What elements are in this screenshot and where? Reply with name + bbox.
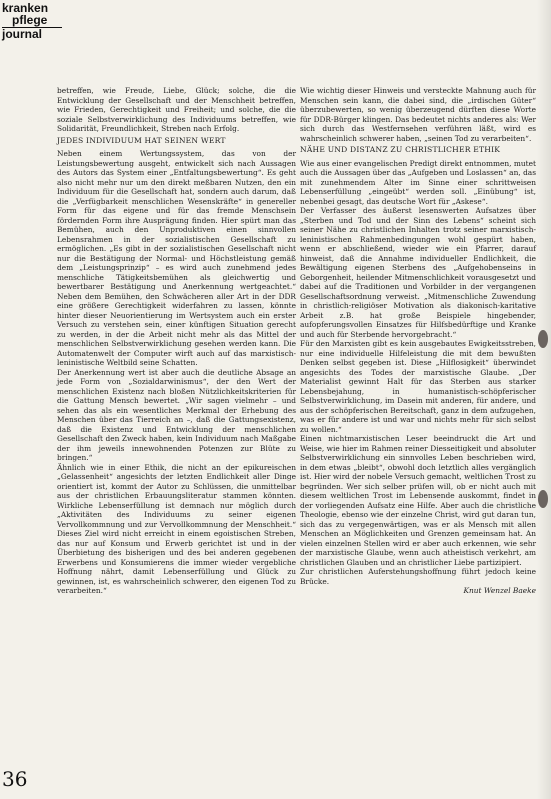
left-column — [57, 86, 296, 596]
left-paragraph-4: Ähnlich wie in einer Ethik, die nicht an der epikureischen „Gelassenheit“ angesichts der letzten Endlichkeit aller Dinge orientiert ist, kommt der Autor zu Schlüssen, die unmittelbar aus der christlichen Erbauungsliteratur stammen könnten. Wirkliche Lebenserfüllung ist demnach nur möglich durch „Aktivitäten des Individuums zu seiner eigenen Vervollkommnung und zur Vervollkommnung der Menschheit.“ Dieses Ziel wird nicht erreicht in einem egoistischen Streben, das nur auf Konsum und Erwerb gerichtet ist und in der Überbietung des bisherigen und des bei anderen gegebenen Erwerbens und Konsumierens die immer wieder vergebliche Hoffnung nährt, damit Lebenserfüllung und Glück zu gewinnen, ist, es wahrscheinlich schwerer, den eigenen Tod zu verarbeiten.“ — [57, 462, 296, 595]
right-paragraph-5: Einen nichtmarxistischen Leser beeindruckt die Art und Weise, wie hier im Rahmen reiner Diesseitigkeit und absoluter Selbstverwirklichung ein sinnvolles Leben beschrieben wird, in dem etwas „bleibt“, obwohl doch letztlich alles vergänglich ist. Hier wird der nobele Versuch gemacht, weltlichen Trost zu begründen. Wer sich selber prüfen will, ob er nicht auch mit diesem weltlichen Trost im Lebensende auskommt, findet in der vorliegenden Aufsatz eine Hilfe. Aber auch die christliche Theologie, ebenso wie der einzelne Christ, wird gut daran tun, sich das zu vergegenwärtigen, was er als Mensch mit allen Menschen an Möglichkeiten und Grenzen gemeinsam hat. An vielen einzelnen Stellen wird er aber auch erkennen, wie sehr der marxistische Glaube, wenn auch atheistisch verkehrt, am christlichen Glauben und an christlicher Liebe partizipiert. — [300, 434, 536, 567]
author-signature: Knut Wenzel Baeke — [463, 586, 536, 595]
masthead-logo — [2, 2, 62, 40]
right-paragraph-1: Wie wichtig dieser Hinweis und versteckte Mahnung auch für Menschen sein kann, die dabei sind, die „irdischen Güter“ überzubewerten, so wenig überzeugend dürften diese Worte für DDR-Bürger klingen. Das bedeutet nichts anderes als: Wer sich durch das Westfernsehen verführen läßt, wird es wahrscheinlich schwerer haben, „seinen Tod zu verarbeiten“. — [300, 86, 536, 143]
right-paragraph-4: Für den Marxisten gibt es kein ausgebautes Ewigkeitsstreben, nur eine individuelle Hilfeleistung die mit dem bewußten Denken selbst gegeben ist. Diese „Hilflosigkeit“ überwindet angesichts des Todes der marxistische Glaube. „Der Materialist gewinnt Halt für das Sterben aus starker Lebensbejahung, in humanistisch-schöpferischer Selbstverwirklichung, im Dasein mit anderen, für andere, und aus der schöpferischen Bereitschaft, ganz in dem aufzugehen, was er für andere ist und war und nichts mehr für sich selbst zu wollen.“ — [300, 339, 536, 434]
right-paragraph-6: Zur christlichen Auferstehungshoffnung führt jedoch keine Brücke. — [300, 567, 536, 586]
scan-edge-shadow — [537, 0, 551, 799]
left-paragraph-3: Der Anerkennung wert ist aber auch die deutliche Absage an jede Form von „Sozialdarwinismus“, der den Wert der menschlichen Existenz nach bloßen Nützlichkeitskriterien für die Gattung Mensch bewertet. „Wir sagen vielmehr – und sehen das als ein wesentliches Merkmal der Erhebung des Menschen über das Tierreich an –, daß die Gattungsexistenz, daß die Existenz und Entwicklung der menschlichen Gesellschaft den Zweck haben, kein Individuum nach Maßgabe der ihm jeweils innewohnenden Potenzen zur Blüte zu bringen.“ — [57, 367, 296, 462]
masthead-line-2: pflege — [12, 13, 48, 27]
masthead-line-1: kranken — [2, 1, 49, 15]
right-paragraph-2: Wie aus einer evangelischen Predigt direkt entnommen, mutet auch die Aussagen über das „Aufgeben und Loslassen“ an, das mit zunehmendem Alter im Sinne einer schrittweisen Lebenserfüllung „eingeübt“ werden soll. „Einübung“ ist, nebenbei gesagt, das deutsche Wort für „Askese“. — [300, 158, 536, 206]
right-column — [300, 86, 536, 596]
binder-hole — [538, 490, 548, 508]
right-paragraph-3: Der Verfasser des äußerst lesenswerten Aufsatzes über „Sterben und Tod und der Sinn des Lebens“ scheint sich seiner Nähe zu christlichen Inhalten trotz seiner marxistisch-leninistischen Rahmenbedingungen wohl gespürt haben, wenn er abschließend, wieder wie ein Pfarrer, darauf hinweist, daß die Annahme individueller Endlichkeit, die Bewältigung eigenen Sterbens des „Aufgehobenseins in Geborgenheit, heilender Mitmenschlichkeit vorausgesetzt und dabei auf die Traditionen und Vorbilder in der vergangenen Gesellschaftsordnung verweist. „Mitmenschliche Zuwendung in christlich-religiöser Motivation als diakonisch-karitative Arbeit z.B. hat große Beispiele hingebender, aufopferungsvollen Einsatzes für Hilfsbedürftige und Kranke und auch für Sterbende hervorgebracht.“ — [300, 206, 536, 339]
masthead-line-3: journal — [2, 27, 62, 40]
left-section-heading: JEDES INDIVIDUUM HAT SEINEN WERT — [57, 135, 226, 145]
right-section-heading: NÄHE UND DISTANZ ZU CHRISTLICHER ETHIK — [300, 145, 501, 154]
binder-hole — [538, 330, 548, 348]
page-number: 36 — [2, 767, 28, 791]
left-paragraph-1: betreffen, wie Freude, Liebe, Glück; solche, die die Entwicklung der Gesellschaft und der Menschheit betreffen, wie Frieden, Gerechtigkeit und Freiheit; und solche, die die soziale Selbstverwirklichung des Individuums betreffen, wie Solidarität, Freundlichkeit, Streben nach Erfolg. — [57, 86, 296, 133]
left-paragraph-2: Neben einem Wertungssystem, das von der Leistungsbewertung ausgeht, entwickelt sich nach Aussagen des Autors das System einer „Entfaltungsbewertung“. Es geht also nicht mehr nur um den direkt meßbaren Nutzen, den ein Individuum für die Gesellschaft hat, sondern auch darum, daß die „Verfügbarkeit menschlichen Wesenskräfte“ in genereller Form für das eigene und für das fremde Menschsein fördernden Form ihre Ausprägung finden. Hier spürt man das Bemühen, auch den Unproduktiven einen sinnvollen Lebensrahmen in der sozialistischen Gesellschaft zu ermöglichen. „Es gibt in der sozialistischen Gesellschaft nicht nur die Bestätigung der Normal- und Höchstleistung gemäß dem „Leistungsprinzip“ – es wird auch zunehmend jedes menschliche Tätigkeitsbemühen als gleichwertig und bewertbarer Bestätigung und Anerkennung wertgeachtet.“ Neben dem Bemühen, den Schwächeren aller Art in der DDR eine größere Gerechtigkeit widerfahren zu lassen, könnte hinter dieser Neuorientierung im Wertsystem auch ein erster Versuch zu verstehen sein, einer künftigen Situation gerecht zu werden, in der die Arbeit nicht mehr als das Mittel der menschlichen Selbstverwirklichung gesehen werden kann. Die Automatenwelt der Computer wirft auch auf das marxistisch-leninistische Weltbild seine Schatten. — [57, 149, 296, 367]
